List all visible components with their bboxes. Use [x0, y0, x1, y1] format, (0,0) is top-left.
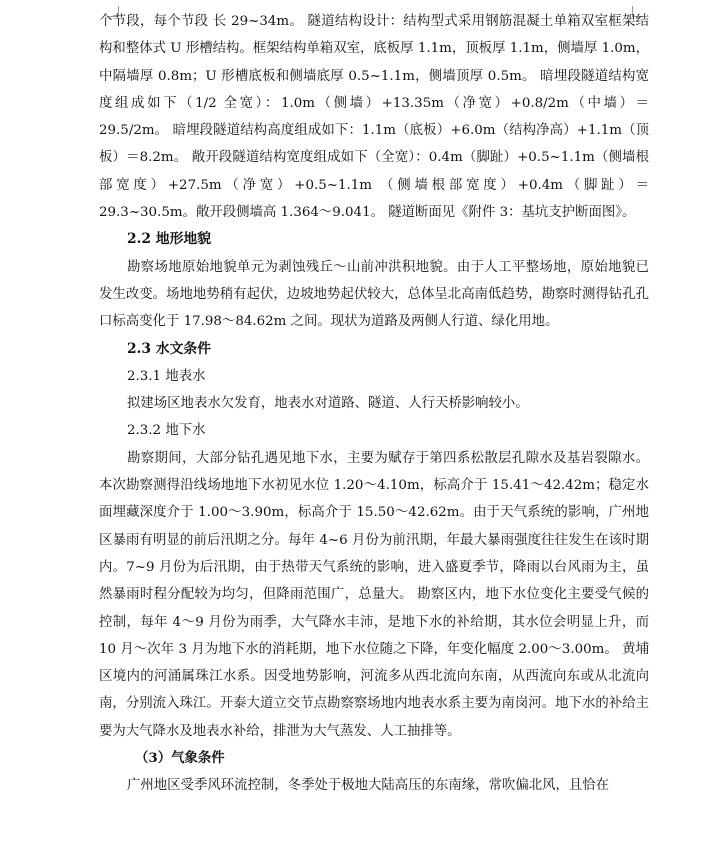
- surface-water-paragraph: 拟建场区地表水欠发育，地表水对道路、隧道、人行天桥影响较小。: [127, 396, 529, 412]
- heading-terrain: 2.2 地形地貌: [127, 231, 211, 248]
- tunnel-structure-paragraph: 个节段，每个节段 长 29~34m。 隧道结构设计：结构型式采用钢筋混凝土单箱双室框架结构和整体式 U 形槽结构。框架结构单箱双室，底板厚 1.1m，顶板厚 1.1m，侧墙厚 1.0m，中隔墙厚 0.8m；U 形槽底板和侧墙底厚 0.5~1.1m，侧墙顶厚 0.5m。 暗埋段隧道结构宽度组成如下（1/2 全宽）：1.0m（侧墙）+13.35m（净宽）+0.8/2m（中墙）＝29.5/2m。 暗埋段隧道结构高度组成如下：1.1m（底板）+6.0m（结构净高）+1.1m（顶板）＝8.2m。 敞开段隧道结构宽度组成如下（全宽）：0.4m（脚趾）+0.5~1.1m（侧墙根部宽度）+27.5m（净宽）+0.5~1.1m （侧墙根部宽度）+0.4m（脚趾）＝29.3~30.5m。敞开段侧墙高 1.364～9.041。 隧道断面见《附件 3：基坑支护断面图》。: [99, 14, 649, 221]
- groundwater-paragraph: 勘察期间，大部分钻孔遇见地下水，主要为赋存于第四系松散层孔隙水及基岩裂隙水。 本次勘察测得沿线场地地下水初见水位 1.20～4.10m，标高介于 15.41～42.42m；稳定水面埋藏深度介于 1.00～3.90m，标高介于 15.50～42.62m。由于天气系统的影响，广州地区暴雨有明显的前后汛期之分。每年 4~6 月份为前汛期，年最大暴雨强度往往发生在该时期内。7~9 月份为后汛期，由于热带天气系统的影响，进入盛夏季节，降雨以台风雨为主，虽然暴雨时程分配较为均匀，但降雨范围广，总量大。 勘察区内，地下水位变化主要受气候的控制，每年 4～9 月份为雨季，大气降水丰沛，是地下水的补给期，其水位会明显上升，而 10 月～次年 3 月为地下水的消耗期，地下水位随之下降，年变化幅度 2.00～3.00m。 黄埔区境内的河涌属珠江水系。因受地势影响，河流多从西北流向东南，从西流向东或从北流向南，分别流入珠江。开泰大道立交节点勘察察场地内地表水系主要为南岗河。地下水的补给主要为大气降水及地表水补给，排泄为大气蒸发、人工抽排等。: [99, 450, 649, 739]
- meteorology-paragraph: 广州地区受季风环流控制，冬季处于极地大陆高压的东南缘，常吹偏北风，且恰在: [127, 778, 610, 794]
- heading-hydrology: 2.3 水文条件: [127, 340, 211, 357]
- heading-meteorology: （3）气象条件: [135, 750, 225, 767]
- document-page: [99, 8, 649, 800]
- terrain-paragraph: 勘察场地原始地貌单元为剥蚀残丘～山前冲洪积地貌。由于人工平整场地，原始地貌已发生改变。场地地势稍有起伏，边坡地势起伏较大，总体呈北高南低趋势，勘察时测得钻孔孔口标高变化于 17.98～84.62m 之间。现状为道路及两侧人行道、绿化用地。: [99, 259, 649, 330]
- heading-groundwater: 2.3.2 地下水: [127, 423, 206, 439]
- heading-surface-water: 2.3.1 地表水: [127, 368, 206, 384]
